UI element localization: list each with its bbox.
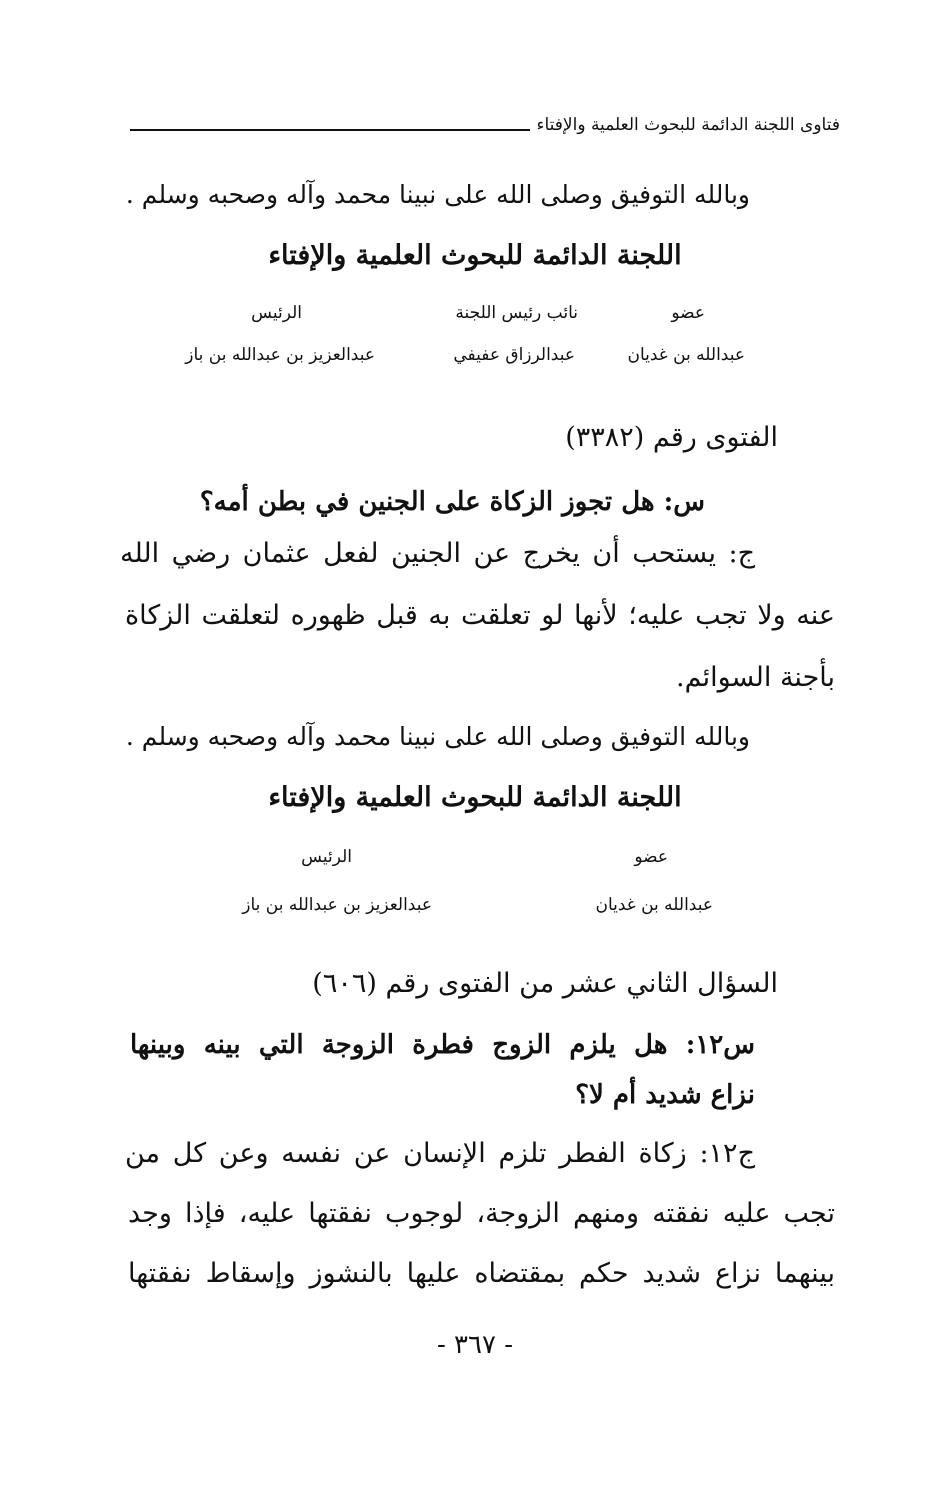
running-header [130, 112, 840, 138]
answer-line: ج: يستحب أن يخرج عن الجنين لفعل عثمان رضي الله [120, 538, 755, 569]
signatory-title-member: عضو [671, 303, 705, 323]
question-line: نزاع شديد أم لا؟ [575, 1080, 755, 1110]
signatory-name-chair: عبدالعزيز بن عبدالله بن باز [185, 345, 375, 365]
answer-line: بينهما نزاع شديد حكم بمقتضاه عليها بالنشوز وإسقاط نفقتها [128, 1258, 835, 1289]
answer-line: بأجنة السوائم. [676, 662, 835, 693]
closing-formula: وبالله التوفيق وصلى الله على نبينا محمد وآله وصحبه وسلم . [125, 722, 750, 751]
committee-name: اللجنة الدائمة للبحوث العلمية والإفتاء [268, 240, 682, 271]
question-line: س١٢: هل يلزم الزوج فطرة الزوجة التي بينه وبينها [130, 1030, 755, 1060]
committee-name: اللجنة الدائمة للبحوث العلمية والإفتاء [268, 782, 682, 813]
answer-line: ج١٢: زكاة الفطر تلزم الإنسان عن نفسه وعن كل من [125, 1138, 755, 1169]
signatory-name-vice-chair: عبدالرزاق عفيفي [453, 345, 575, 365]
signatory-title-chair: الرئيس [251, 303, 302, 323]
page-number: - ٣٦٧ - [436, 1330, 514, 1360]
closing-formula: وبالله التوفيق وصلى الله على نبينا محمد وآله وصحبه وسلم . [125, 180, 750, 209]
signatory-title-member: عضو [634, 847, 668, 867]
header-rule [130, 129, 530, 131]
answer-line: عنه ولا تجب عليه؛ لأنها لو تعلقت به قبل ظهوره لتعلقت الزكاة [125, 600, 835, 631]
answer-line: تجب عليه نفقته ومنهم الزوجة، لوجوب نفقتها عليه، فإذا وجد [128, 1198, 835, 1229]
signatory-title-chair: الرئيس [301, 847, 352, 867]
running-title: فتاوى اللجنة الدائمة للبحوث العلمية والإفتاء [536, 115, 840, 135]
fatwa-number: الفتوى رقم (٣٣٨٢) [565, 422, 778, 453]
signatory-name-member: عبدالله بن غديان [627, 345, 745, 365]
signatory-name-member: عبدالله بن غديان [595, 895, 713, 915]
signatory-name-chair: عبدالعزيز بن عبدالله بن باز [242, 895, 432, 915]
question-text: س: هل تجوز الزكاة على الجنين في بطن أمه؟ [199, 487, 705, 517]
section-heading: السؤال الثاني عشر من الفتوى رقم (٦٠٦) [312, 968, 778, 999]
signatory-title-vice-chair: نائب رئيس اللجنة [455, 303, 578, 323]
